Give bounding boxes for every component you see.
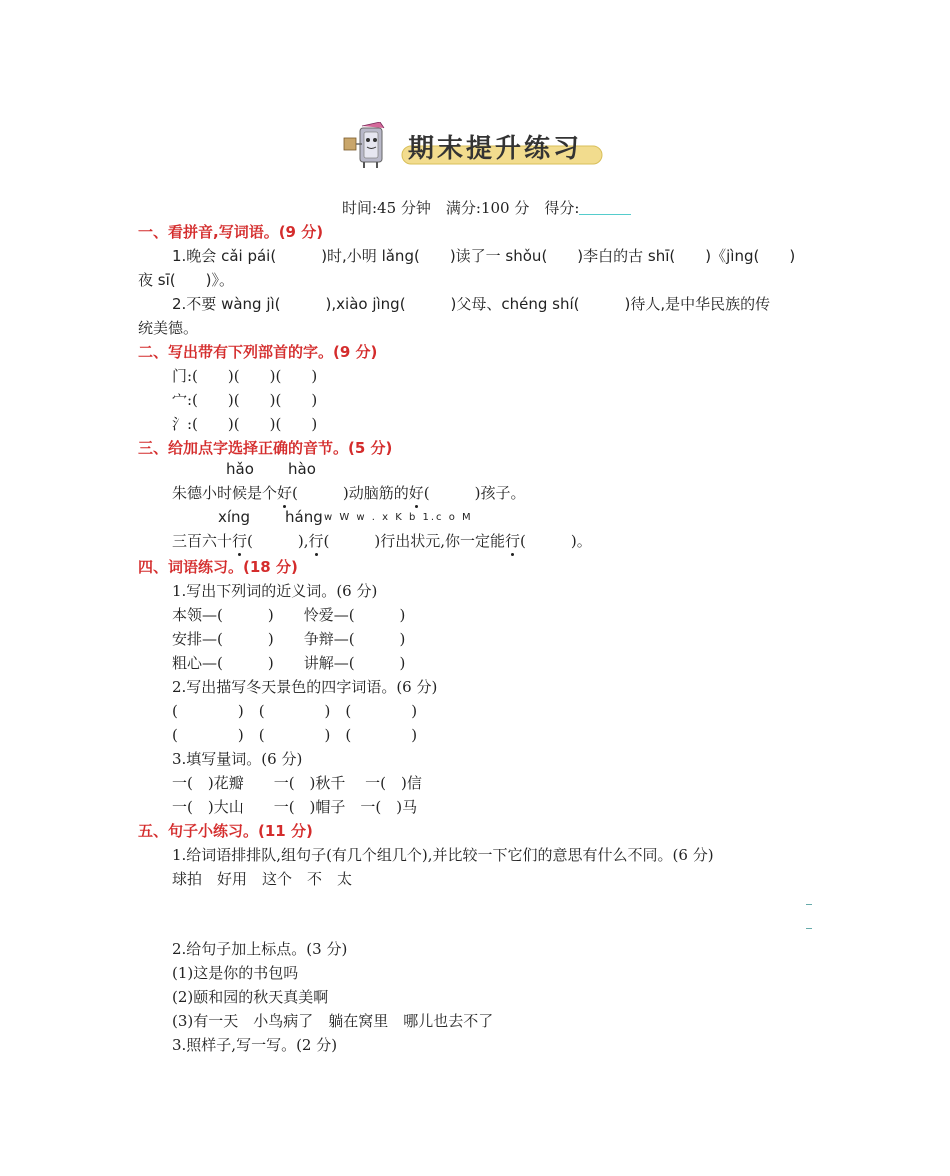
s4-q1-row-2: 安排—( ) 争辩—( ): [172, 630, 406, 648]
book-mascot-icon: [340, 122, 402, 170]
dotted-char: 行: [505, 532, 521, 550]
s3-pinyin-hao4: hào: [288, 460, 316, 478]
s5-q2-b: (2)颐和园的秋天真美啊: [172, 988, 329, 1006]
s5-q2-a: (1)这是你的书包吗: [172, 964, 299, 982]
s2-row-shui: 氵:( )( )( ): [172, 415, 318, 433]
s3-pinyin-xing: xíng: [218, 508, 251, 526]
s2-row-mian: 宀:( )( )( ): [172, 391, 318, 409]
watermark: w W w . x K b 1.c o M: [324, 512, 473, 523]
divider-tick: [806, 928, 812, 929]
section-2-heading: 二、写出带有下列部首的字。(9 分): [138, 343, 378, 361]
s3-l2-text: ( ),: [247, 532, 309, 550]
s3-l2-text: 三百六十: [172, 532, 233, 550]
page-title: 期末提升练习: [408, 134, 583, 164]
s3-pinyin-hang: háng: [285, 508, 323, 526]
s3-line-1: [172, 482, 525, 503]
s4-q1: 1.写出下列词的近义词。(6 分): [172, 582, 378, 600]
dotted-char: 行: [232, 532, 248, 550]
s5-q1-words: 球拍 好用 这个 不 太: [172, 870, 353, 888]
s4-q3-row-2: 一( )大山 一( )帽子 一( )马: [172, 798, 418, 816]
s1-line-2b: 统美德。: [138, 319, 199, 337]
s5-q2-c: (3)有一天 小鸟病了 躺在窝里 哪儿也去不了: [172, 1012, 494, 1030]
dotted-char: 好: [277, 484, 293, 502]
s3-l2-text: ( )行出状元,你一定能: [323, 532, 506, 550]
s3-l2-text: ( )。: [520, 532, 592, 550]
s3-l1-text: ( )动脑筋的: [292, 484, 409, 502]
section-4-heading: 四、词语练习。(18 分): [138, 558, 298, 576]
s4-q2: 2.写出描写冬天景色的四字词语。(6 分): [172, 678, 438, 696]
dotted-char: 行: [308, 532, 324, 550]
s1-line-2a: 2.不要 wàng jì( ),xiào jìng( )父母、chéng shí( )待人,是中华民族的传: [172, 295, 771, 313]
s1-line-1b: 夜 sī( )》。: [138, 271, 234, 289]
s3-line-2: [172, 530, 592, 551]
s5-q2: 2.给句子加上标点。(3 分): [172, 940, 348, 958]
s4-q1-row-3: 粗心—( ) 讲解—( ): [172, 654, 406, 672]
s4-q3: 3.填写量词。(6 分): [172, 750, 303, 768]
s4-q3-row-1: 一( )花瓣 一( )秋千 一( )信: [172, 774, 422, 792]
section-3-heading: 三、给加点字选择正确的音节。(5 分): [138, 439, 393, 457]
s5-q3: 3.照样子,写一写。(2 分): [172, 1036, 338, 1054]
s3-l1-text: ( )孩子。: [423, 484, 526, 502]
s3-pinyin-hao3: hǎo: [226, 460, 254, 478]
s4-q2-row-2: ( ) ( ) ( ): [172, 726, 418, 744]
dotted-char: 好: [408, 484, 424, 502]
section-5-heading: 五、句子小练习。(11 分): [138, 822, 313, 840]
exam-meta-text: 时间:45 分钟 满分:100 分 得分:: [342, 199, 580, 217]
section-1-heading: 一、看拼音,写词语。(9 分): [138, 223, 324, 241]
s4-q2-row-1: ( ) ( ) ( ): [172, 702, 418, 720]
score-field[interactable]: [579, 200, 631, 215]
s1-line-1a: 1.晚会 cǎi pái( )时,小明 lǎng( )读了一 shǒu( )李白的古 shī( )《jìng( ): [172, 247, 796, 265]
divider-tick: [806, 904, 812, 905]
s2-row-men: 门:( )( )( ): [172, 367, 318, 385]
s3-l1-text: 朱德小时候是个: [172, 484, 278, 502]
exam-meta: [342, 197, 631, 218]
s5-q1: 1.给词语排排队,组句子(有几个组几个),并比较一下它们的意思有什么不同。(6 分): [172, 846, 714, 864]
s4-q1-row-1: 本领—( ) 怜爱—( ): [172, 606, 406, 624]
